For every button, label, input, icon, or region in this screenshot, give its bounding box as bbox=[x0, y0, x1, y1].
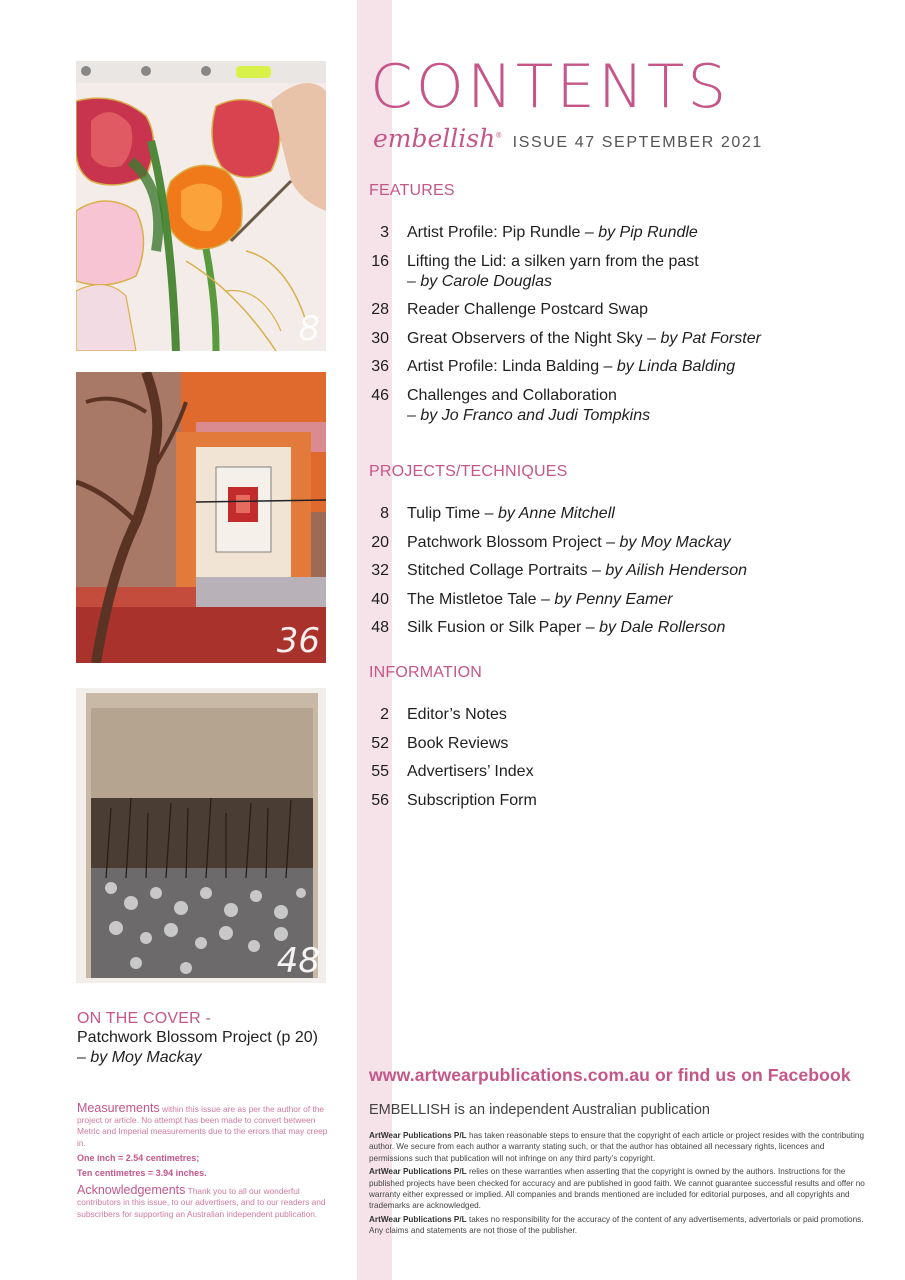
measurements-text: within this issue are as per the author of the project or article. No attempt has been made to convert between Metric and Imperial measurements due to the errors that may creep in. bbox=[77, 1104, 328, 1148]
publisher-name: ArtWear Publications P/L bbox=[369, 1167, 467, 1177]
legal-paragraph-text: relies on these warranties when asserting that the copyright is owned by the authors. Instructions for the published projects have been checked for accuracy and are published in good faith. We cannot guarantee successful results and offer no warranty either expressed or implied. All companies and brands mentioned are included for editorial purposes, and all copyrights and trademarks are acknowledged. bbox=[369, 1167, 865, 1211]
toc-title bbox=[407, 590, 673, 610]
toc-title-text: Artist Profile: Linda Balding – bbox=[407, 358, 617, 375]
photo-page-number: 8 bbox=[298, 309, 320, 349]
measurements-note bbox=[77, 1103, 332, 1149]
toc-page: 48 bbox=[371, 619, 389, 636]
toc-row[interactable] bbox=[369, 791, 869, 811]
toc-page: 3 bbox=[380, 224, 389, 241]
acknowledgements-text: Thank you to all our wonderful contributors in this issue, to our advertisers, and to our readers and subscribers for supporting an Australian independent publication. bbox=[77, 1186, 326, 1219]
toc-row[interactable] bbox=[369, 734, 869, 754]
legal-paragraph bbox=[369, 1166, 869, 1211]
toc-page: 36 bbox=[371, 358, 389, 375]
toc-author: – by Jo Franco and Judi Tompkins bbox=[407, 406, 651, 424]
legal-paragraph-text: takes no responsibility for the accuracy of the content of any advertisements, advertorials or paid promotions. Any claims and statements are not those of the publisher. bbox=[369, 1215, 864, 1236]
inch-conversion: One inch = 2.54 centimetres; bbox=[77, 1152, 200, 1163]
toc-author: by Pat Forster bbox=[660, 329, 761, 347]
information-list bbox=[369, 705, 869, 819]
toc-title-text: Patchwork Blossom Project – bbox=[407, 533, 620, 551]
toc-row[interactable] bbox=[369, 386, 869, 426]
toc-row[interactable] bbox=[369, 252, 869, 292]
toc-row[interactable] bbox=[369, 223, 869, 243]
toc-title-text: Tulip Time – bbox=[407, 505, 498, 522]
notes-block bbox=[77, 1103, 332, 1220]
toc-row[interactable] bbox=[369, 762, 869, 782]
toc-title-text: Silk Fusion or Silk Paper – bbox=[407, 619, 600, 636]
website-link[interactable]: www.artwearpublications.com.au or find us on Facebook bbox=[369, 1065, 851, 1085]
brand-logo bbox=[373, 124, 502, 153]
toc-row[interactable] bbox=[369, 357, 869, 377]
toc-title bbox=[407, 561, 747, 581]
projects-heading: PROJECTS/TECHNIQUES bbox=[369, 463, 568, 480]
legal-text bbox=[369, 1130, 869, 1239]
toc-title bbox=[407, 329, 761, 349]
toc-page: 40 bbox=[371, 590, 389, 608]
toc-title-text: Artist Profile: Pip Rundle – bbox=[407, 224, 599, 241]
toc-title-text: Stitched Collage Portraits – bbox=[407, 562, 606, 579]
toc-title-text: Challenges and Collaboration bbox=[407, 386, 617, 404]
tulip-painting-image bbox=[76, 61, 326, 351]
photo-collage bbox=[76, 372, 326, 663]
legal-paragraph bbox=[369, 1130, 869, 1164]
toc-page: 46 bbox=[371, 386, 389, 404]
toc-title bbox=[407, 533, 731, 553]
collage-image bbox=[76, 372, 326, 663]
toc-page: 32 bbox=[371, 562, 389, 579]
toc-title bbox=[407, 357, 735, 377]
toc-row[interactable] bbox=[369, 561, 869, 581]
toc-author: by Moy Mackay bbox=[619, 533, 731, 551]
toc-author: by Dale Rollerson bbox=[599, 619, 726, 636]
toc-page: 30 bbox=[371, 329, 389, 347]
toc-title bbox=[407, 223, 698, 243]
toc-page: 56 bbox=[371, 791, 389, 809]
cover-author: – by Moy Mackay bbox=[77, 1049, 202, 1066]
toc-author: by Pip Rundle bbox=[598, 224, 698, 241]
toc-row[interactable] bbox=[369, 300, 869, 320]
toc-title: Editor’s Notes bbox=[407, 706, 507, 723]
cm-conversion: Ten centimetres = 3.94 inches. bbox=[77, 1168, 207, 1179]
cover-heading: ON THE COVER - bbox=[77, 1010, 212, 1027]
toc-row[interactable] bbox=[369, 590, 869, 610]
toc-title bbox=[407, 386, 650, 426]
publisher-name: ArtWear Publications P/L bbox=[369, 1215, 467, 1225]
toc-title: Subscription Form bbox=[407, 791, 537, 809]
cover-caption bbox=[77, 1010, 347, 1068]
toc-author: by Ailish Henderson bbox=[605, 562, 748, 579]
toc-row[interactable] bbox=[369, 329, 869, 349]
issue-label: ISSUE 47 SEPTEMBER 2021 bbox=[512, 134, 763, 151]
toc-title-text: Lifting the Lid: a silken yarn from the past bbox=[407, 252, 699, 270]
toc-page: 52 bbox=[371, 734, 389, 752]
toc-title bbox=[407, 300, 648, 320]
toc-author: by Linda Balding bbox=[616, 358, 736, 375]
acknowledgements-keyword: Acknowledgements bbox=[77, 1183, 186, 1198]
acknowledgements-note bbox=[77, 1185, 332, 1220]
brand-name: embellish bbox=[373, 124, 496, 153]
toc-title bbox=[407, 504, 615, 524]
toc-title: Advertisers’ Index bbox=[407, 763, 534, 780]
silk-fusion-image bbox=[76, 688, 326, 983]
photo-page-number: 36 bbox=[276, 621, 320, 661]
projects-list bbox=[369, 504, 869, 647]
subtitle bbox=[373, 124, 763, 153]
toc-page: 16 bbox=[371, 252, 389, 270]
toc-row[interactable] bbox=[369, 705, 869, 725]
toc-title bbox=[407, 618, 725, 638]
toc-title bbox=[407, 252, 699, 292]
legal-paragraph bbox=[369, 1214, 869, 1237]
toc-page: 28 bbox=[371, 301, 389, 318]
features-list bbox=[369, 223, 869, 434]
toc-row[interactable] bbox=[369, 504, 869, 524]
independent-statement: EMBELLISH is an independent Australian publication bbox=[369, 1102, 710, 1118]
toc-author: by Penny Eamer bbox=[554, 590, 673, 608]
toc-row[interactable] bbox=[369, 618, 869, 638]
toc-page: 2 bbox=[380, 706, 389, 723]
toc-row[interactable] bbox=[369, 533, 869, 553]
registered-mark: ® bbox=[495, 131, 503, 140]
information-heading: INFORMATION bbox=[369, 664, 483, 681]
toc-title: Book Reviews bbox=[407, 734, 509, 752]
page-title: CONTENTS bbox=[370, 52, 730, 122]
legal-paragraph-text: has taken reasonable steps to ensure that the copyright of each article or project resides with the contributing author. We secure from each author a warranty stating such, or that the author has obtained all necessary rights, licences and permissions such that publication will not infringe on any third party’s copyright. bbox=[369, 1131, 864, 1163]
toc-title-text: The Mistletoe Tale – bbox=[407, 590, 555, 608]
measurements-keyword: Measurements bbox=[77, 1101, 160, 1115]
photo-silk-fusion bbox=[76, 688, 326, 983]
toc-author: by Anne Mitchell bbox=[498, 505, 615, 522]
toc-page: 20 bbox=[371, 533, 389, 551]
features-heading: FEATURES bbox=[369, 182, 455, 199]
publisher-name: ArtWear Publications P/L bbox=[369, 1131, 467, 1140]
photo-page-number: 48 bbox=[276, 941, 320, 981]
toc-title-text: Reader Challenge Postcard Swap bbox=[407, 301, 649, 318]
toc-author: – by Carole Douglas bbox=[407, 272, 552, 290]
toc-page: 55 bbox=[371, 763, 389, 780]
toc-page: 8 bbox=[380, 505, 389, 522]
cover-title: Patchwork Blossom Project (p 20) bbox=[77, 1029, 318, 1046]
photo-tulips bbox=[76, 61, 326, 351]
toc-title-text: Great Observers of the Night Sky – bbox=[407, 329, 661, 347]
